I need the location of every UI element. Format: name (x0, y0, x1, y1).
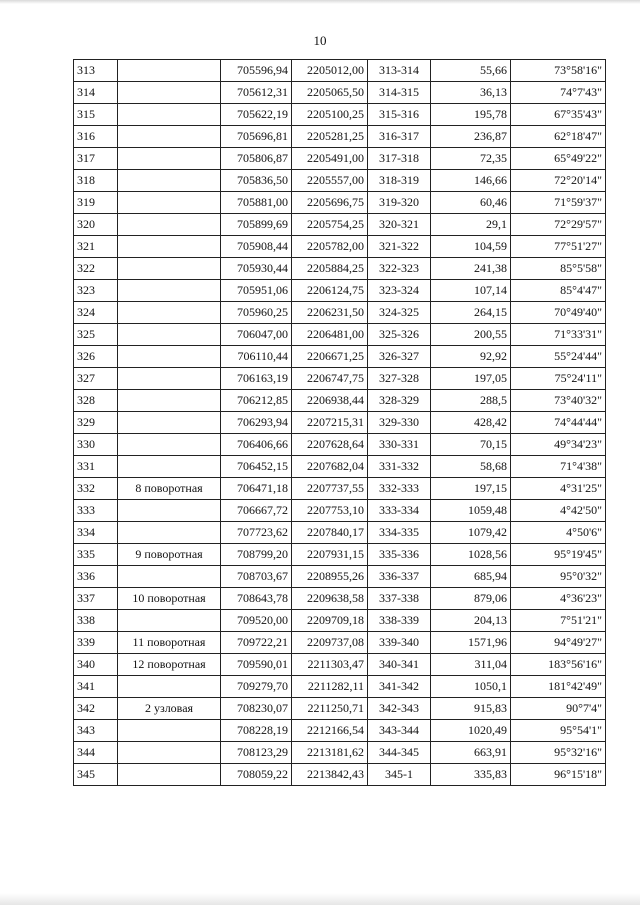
coordinates-table (73, 59, 606, 786)
point-type-cell (118, 676, 221, 698)
point-number-cell: 341 (74, 676, 118, 698)
point-number-cell: 318 (74, 170, 118, 192)
x-coordinate-cell: 706163,19 (221, 368, 292, 390)
length-cell: 146,66 (431, 170, 511, 192)
segment-cell: 318-319 (368, 170, 431, 192)
table-row (74, 456, 606, 478)
segment-cell: 326-327 (368, 346, 431, 368)
table-row (74, 368, 606, 390)
point-number-cell: 343 (74, 720, 118, 742)
point-number-cell: 335 (74, 544, 118, 566)
segment-cell: 319-320 (368, 192, 431, 214)
y-coordinate-cell: 2206231,50 (292, 302, 368, 324)
x-coordinate-cell: 706667,72 (221, 500, 292, 522)
angle-cell: 71°33'31" (511, 324, 606, 346)
point-number-cell: 329 (74, 412, 118, 434)
y-coordinate-cell: 2209638,58 (292, 588, 368, 610)
table-row (74, 390, 606, 412)
angle-cell: 95°54'1" (511, 720, 606, 742)
point-number-cell: 317 (74, 148, 118, 170)
table-row (74, 676, 606, 698)
segment-cell: 341-342 (368, 676, 431, 698)
angle-cell: 95°32'16" (511, 742, 606, 764)
angle-cell: 4°42'50" (511, 500, 606, 522)
point-number-cell: 330 (74, 434, 118, 456)
x-coordinate-cell: 707723,62 (221, 522, 292, 544)
y-coordinate-cell: 2207215,31 (292, 412, 368, 434)
length-cell: 1571,96 (431, 632, 511, 654)
angle-cell: 96°15'18" (511, 764, 606, 786)
point-number-cell: 331 (74, 456, 118, 478)
point-number-cell: 323 (74, 280, 118, 302)
point-number-cell: 332 (74, 478, 118, 500)
y-coordinate-cell: 2205884,25 (292, 258, 368, 280)
segment-cell: 342-343 (368, 698, 431, 720)
angle-cell: 72°20'14" (511, 170, 606, 192)
segment-cell: 331-332 (368, 456, 431, 478)
point-number-cell: 326 (74, 346, 118, 368)
y-coordinate-cell: 2213181,62 (292, 742, 368, 764)
scan-edge-top (0, 0, 640, 4)
table-row (74, 346, 606, 368)
point-type-cell (118, 192, 221, 214)
table-row (74, 720, 606, 742)
table-row (74, 236, 606, 258)
length-cell: 335,83 (431, 764, 511, 786)
table-row (74, 434, 606, 456)
length-cell: 1079,42 (431, 522, 511, 544)
angle-cell: 95°0'32" (511, 566, 606, 588)
y-coordinate-cell: 2209709,18 (292, 610, 368, 632)
segment-cell: 345-1 (368, 764, 431, 786)
length-cell: 72,35 (431, 148, 511, 170)
point-type-cell (118, 368, 221, 390)
y-coordinate-cell: 2207840,17 (292, 522, 368, 544)
x-coordinate-cell: 705881,00 (221, 192, 292, 214)
y-coordinate-cell: 2208955,26 (292, 566, 368, 588)
x-coordinate-cell: 709590,01 (221, 654, 292, 676)
point-type-cell (118, 500, 221, 522)
segment-cell: 343-344 (368, 720, 431, 742)
point-number-cell: 345 (74, 764, 118, 786)
x-coordinate-cell: 705622,19 (221, 104, 292, 126)
length-cell: 58,68 (431, 456, 511, 478)
length-cell: 288,5 (431, 390, 511, 412)
point-number-cell: 339 (74, 632, 118, 654)
segment-cell: 328-329 (368, 390, 431, 412)
angle-cell: 74°7'43" (511, 82, 606, 104)
y-coordinate-cell: 2211282,11 (292, 676, 368, 698)
table-row (74, 170, 606, 192)
segment-cell: 336-337 (368, 566, 431, 588)
y-coordinate-cell: 2206938,44 (292, 390, 368, 412)
point-type-cell (118, 764, 221, 786)
table-row (74, 610, 606, 632)
table-row (74, 104, 606, 126)
angle-cell: 95°19'45" (511, 544, 606, 566)
point-number-cell: 319 (74, 192, 118, 214)
angle-cell: 55°24'44" (511, 346, 606, 368)
table-row (74, 82, 606, 104)
y-coordinate-cell: 2205557,00 (292, 170, 368, 192)
length-cell: 663,91 (431, 742, 511, 764)
point-type-cell (118, 390, 221, 412)
y-coordinate-cell: 2211250,71 (292, 698, 368, 720)
y-coordinate-cell: 2207931,15 (292, 544, 368, 566)
y-coordinate-cell: 2206481,00 (292, 324, 368, 346)
segment-cell: 315-316 (368, 104, 431, 126)
x-coordinate-cell: 709722,21 (221, 632, 292, 654)
point-type-cell (118, 214, 221, 236)
segment-cell: 335-336 (368, 544, 431, 566)
length-cell: 236,87 (431, 126, 511, 148)
table-row (74, 764, 606, 786)
table-row (74, 258, 606, 280)
segment-cell: 325-326 (368, 324, 431, 346)
length-cell: 241,38 (431, 258, 511, 280)
point-number-cell: 328 (74, 390, 118, 412)
y-coordinate-cell: 2211303,47 (292, 654, 368, 676)
y-coordinate-cell: 2206671,25 (292, 346, 368, 368)
segment-cell: 322-323 (368, 258, 431, 280)
angle-cell: 77°51'27" (511, 236, 606, 258)
x-coordinate-cell: 705930,44 (221, 258, 292, 280)
point-number-cell: 314 (74, 82, 118, 104)
point-number-cell: 340 (74, 654, 118, 676)
segment-cell: 316-317 (368, 126, 431, 148)
y-coordinate-cell: 2207737,55 (292, 478, 368, 500)
point-type-cell (118, 126, 221, 148)
point-type-cell (118, 280, 221, 302)
table-row (74, 302, 606, 324)
y-coordinate-cell: 2213842,43 (292, 764, 368, 786)
point-type-cell: 10 поворотная (118, 588, 221, 610)
point-type-cell (118, 236, 221, 258)
angle-cell: 67°35'43" (511, 104, 606, 126)
point-type-cell (118, 324, 221, 346)
table-row (74, 566, 606, 588)
point-type-cell (118, 170, 221, 192)
y-coordinate-cell: 2205012,00 (292, 60, 368, 82)
x-coordinate-cell: 708228,19 (221, 720, 292, 742)
angle-cell: 4°50'6" (511, 522, 606, 544)
page-number: 10 (313, 33, 327, 48)
segment-cell: 330-331 (368, 434, 431, 456)
table-row (74, 324, 606, 346)
length-cell: 92,92 (431, 346, 511, 368)
point-type-cell: 9 поворотная (118, 544, 221, 566)
angle-cell: 73°58'16" (511, 60, 606, 82)
segment-cell: 324-325 (368, 302, 431, 324)
angle-cell: 181°42'49" (511, 676, 606, 698)
table-row (74, 280, 606, 302)
x-coordinate-cell: 705960,25 (221, 302, 292, 324)
point-type-cell: 2 узловая (118, 698, 221, 720)
angle-cell: 4°36'23" (511, 588, 606, 610)
y-coordinate-cell: 2205281,25 (292, 126, 368, 148)
length-cell: 200,55 (431, 324, 511, 346)
point-type-cell (118, 434, 221, 456)
scan-edge-bottom (0, 893, 640, 905)
length-cell: 915,83 (431, 698, 511, 720)
table-row (74, 500, 606, 522)
angle-cell: 94°49'27" (511, 632, 606, 654)
table-row (74, 192, 606, 214)
table-row (74, 698, 606, 720)
point-number-cell: 315 (74, 104, 118, 126)
length-cell: 879,06 (431, 588, 511, 610)
segment-cell: 321-322 (368, 236, 431, 258)
table-row (74, 522, 606, 544)
table-row (74, 742, 606, 764)
point-number-cell: 325 (74, 324, 118, 346)
y-coordinate-cell: 2205100,25 (292, 104, 368, 126)
point-number-cell: 336 (74, 566, 118, 588)
segment-cell: 344-345 (368, 742, 431, 764)
table-row (74, 126, 606, 148)
length-cell: 60,46 (431, 192, 511, 214)
point-type-cell (118, 456, 221, 478)
y-coordinate-cell: 2205754,25 (292, 214, 368, 236)
x-coordinate-cell: 705596,94 (221, 60, 292, 82)
length-cell: 70,15 (431, 434, 511, 456)
length-cell: 195,78 (431, 104, 511, 126)
table-row (74, 632, 606, 654)
length-cell: 29,1 (431, 214, 511, 236)
x-coordinate-cell: 705951,06 (221, 280, 292, 302)
length-cell: 1059,48 (431, 500, 511, 522)
x-coordinate-cell: 705612,31 (221, 82, 292, 104)
point-type-cell: 11 поворотная (118, 632, 221, 654)
angle-cell: 49°34'23" (511, 434, 606, 456)
x-coordinate-cell: 708703,67 (221, 566, 292, 588)
x-coordinate-cell: 706406,66 (221, 434, 292, 456)
segment-cell: 317-318 (368, 148, 431, 170)
segment-cell: 332-333 (368, 478, 431, 500)
table-row (74, 148, 606, 170)
point-type-cell (118, 258, 221, 280)
point-number-cell: 344 (74, 742, 118, 764)
x-coordinate-cell: 706452,15 (221, 456, 292, 478)
table-row (74, 478, 606, 500)
table-row (74, 60, 606, 82)
x-coordinate-cell: 708059,22 (221, 764, 292, 786)
y-coordinate-cell: 2205696,75 (292, 192, 368, 214)
y-coordinate-cell: 2205782,00 (292, 236, 368, 258)
x-coordinate-cell: 708230,07 (221, 698, 292, 720)
length-cell: 1020,49 (431, 720, 511, 742)
table-row (74, 588, 606, 610)
angle-cell: 85°4'47" (511, 280, 606, 302)
point-type-cell (118, 720, 221, 742)
point-number-cell: 327 (74, 368, 118, 390)
y-coordinate-cell: 2205065,50 (292, 82, 368, 104)
point-number-cell: 320 (74, 214, 118, 236)
x-coordinate-cell: 705806,87 (221, 148, 292, 170)
angle-cell: 74°44'44" (511, 412, 606, 434)
point-number-cell: 334 (74, 522, 118, 544)
x-coordinate-cell: 706293,94 (221, 412, 292, 434)
point-type-cell (118, 346, 221, 368)
angle-cell: 90°7'4" (511, 698, 606, 720)
y-coordinate-cell: 2205491,00 (292, 148, 368, 170)
segment-cell: 320-321 (368, 214, 431, 236)
point-number-cell: 324 (74, 302, 118, 324)
segment-cell: 333-334 (368, 500, 431, 522)
segment-cell: 323-324 (368, 280, 431, 302)
length-cell: 36,13 (431, 82, 511, 104)
length-cell: 204,13 (431, 610, 511, 632)
point-type-cell (118, 522, 221, 544)
y-coordinate-cell: 2209737,08 (292, 632, 368, 654)
angle-cell: 4°31'25" (511, 478, 606, 500)
point-number-cell: 342 (74, 698, 118, 720)
length-cell: 55,66 (431, 60, 511, 82)
point-type-cell (118, 104, 221, 126)
x-coordinate-cell: 705908,44 (221, 236, 292, 258)
length-cell: 1050,1 (431, 676, 511, 698)
y-coordinate-cell: 2207628,64 (292, 434, 368, 456)
angle-cell: 183°56'16" (511, 654, 606, 676)
point-type-cell (118, 412, 221, 434)
length-cell: 197,15 (431, 478, 511, 500)
y-coordinate-cell: 2212166,54 (292, 720, 368, 742)
point-type-cell (118, 302, 221, 324)
segment-cell: 334-335 (368, 522, 431, 544)
segment-cell: 314-315 (368, 82, 431, 104)
x-coordinate-cell: 708123,29 (221, 742, 292, 764)
coordinates-table-body (74, 60, 606, 786)
point-type-cell: 12 поворотная (118, 654, 221, 676)
x-coordinate-cell: 709520,00 (221, 610, 292, 632)
angle-cell: 71°4'38" (511, 456, 606, 478)
length-cell: 685,94 (431, 566, 511, 588)
x-coordinate-cell: 706047,00 (221, 324, 292, 346)
table-row (74, 214, 606, 236)
point-number-cell: 338 (74, 610, 118, 632)
point-number-cell: 337 (74, 588, 118, 610)
angle-cell: 70°49'40" (511, 302, 606, 324)
angle-cell: 71°59'37" (511, 192, 606, 214)
point-type-cell: 8 поворотная (118, 478, 221, 500)
point-type-cell (118, 742, 221, 764)
angle-cell: 72°29'57" (511, 214, 606, 236)
table-row (74, 654, 606, 676)
point-number-cell: 321 (74, 236, 118, 258)
length-cell: 1028,56 (431, 544, 511, 566)
x-coordinate-cell: 706212,85 (221, 390, 292, 412)
y-coordinate-cell: 2207682,04 (292, 456, 368, 478)
length-cell: 264,15 (431, 302, 511, 324)
x-coordinate-cell: 705899,69 (221, 214, 292, 236)
point-number-cell: 313 (74, 60, 118, 82)
segment-cell: 340-341 (368, 654, 431, 676)
segment-cell: 338-339 (368, 610, 431, 632)
length-cell: 107,14 (431, 280, 511, 302)
y-coordinate-cell: 2206124,75 (292, 280, 368, 302)
point-type-cell (118, 566, 221, 588)
segment-cell: 329-330 (368, 412, 431, 434)
segment-cell: 337-338 (368, 588, 431, 610)
x-coordinate-cell: 708799,20 (221, 544, 292, 566)
y-coordinate-cell: 2207753,10 (292, 500, 368, 522)
point-number-cell: 333 (74, 500, 118, 522)
x-coordinate-cell: 706471,18 (221, 478, 292, 500)
x-coordinate-cell: 709279,70 (221, 676, 292, 698)
x-coordinate-cell: 706110,44 (221, 346, 292, 368)
table-row (74, 544, 606, 566)
segment-cell: 339-340 (368, 632, 431, 654)
point-number-cell: 316 (74, 126, 118, 148)
length-cell: 428,42 (431, 412, 511, 434)
point-type-cell (118, 82, 221, 104)
angle-cell: 85°5'58" (511, 258, 606, 280)
y-coordinate-cell: 2206747,75 (292, 368, 368, 390)
segment-cell: 313-314 (368, 60, 431, 82)
angle-cell: 62°18'47" (511, 126, 606, 148)
length-cell: 311,04 (431, 654, 511, 676)
point-type-cell (118, 60, 221, 82)
x-coordinate-cell: 705836,50 (221, 170, 292, 192)
segment-cell: 327-328 (368, 368, 431, 390)
angle-cell: 65°49'22" (511, 148, 606, 170)
table-row (74, 412, 606, 434)
x-coordinate-cell: 705696,81 (221, 126, 292, 148)
x-coordinate-cell: 708643,78 (221, 588, 292, 610)
point-type-cell (118, 148, 221, 170)
length-cell: 104,59 (431, 236, 511, 258)
angle-cell: 7°51'21" (511, 610, 606, 632)
length-cell: 197,05 (431, 368, 511, 390)
point-number-cell: 322 (74, 258, 118, 280)
angle-cell: 73°40'32" (511, 390, 606, 412)
angle-cell: 75°24'11" (511, 368, 606, 390)
point-type-cell (118, 610, 221, 632)
